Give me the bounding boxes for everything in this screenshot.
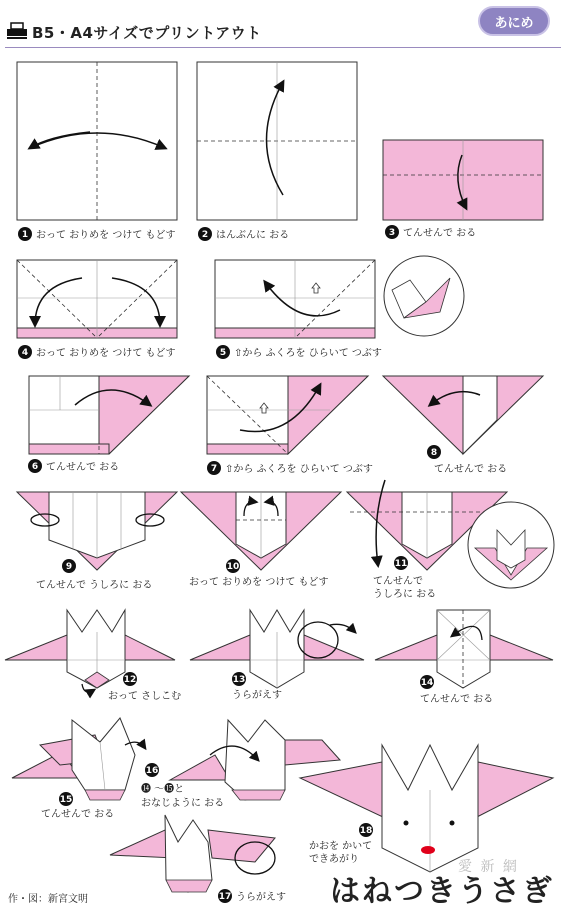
step-6-label [28,459,119,473]
svg-text:7: 7 [210,464,218,474]
step-7-label [207,461,373,475]
brand-badge[interactable]: あにめ [478,6,550,36]
step-5-label [216,345,382,359]
step-11-figure [347,480,554,588]
svg-text:てんせんで おる: てんせんで おる [403,228,477,239]
svg-text:おって おりめを つけて もどす: おって おりめを つけて もどす [36,348,176,359]
svg-text:⇧から ふくろを ひらいて つぶす: ⇧から ふくろを ひらいて つぶす [234,348,382,359]
svg-text:13: 13 [232,675,246,685]
svg-text:4: 4 [21,348,29,358]
svg-text:9: 9 [65,562,73,572]
svg-text:てんせんで: てんせんで [373,576,423,587]
step-10-figure [181,492,341,570]
step-6-figure [29,376,189,454]
svg-text:はんぶんに おる: はんぶんに おる [216,230,290,241]
step-16-figure [170,720,340,800]
step-2-figure [197,62,357,220]
step-3-figure [383,140,543,220]
svg-text:おなじように おる: おなじように おる [141,798,225,809]
svg-text:11: 11 [394,559,408,569]
credit-text: 作・図：新宮文明 [8,894,88,905]
svg-text:できあがり: できあがり [309,854,359,865]
step-4-label [18,345,176,359]
step-5-figure [215,256,464,338]
step-12-figure [5,610,175,692]
watermark: 愛 新 網 [458,859,519,875]
svg-text:てんせんで おる: てんせんで おる [41,809,115,820]
svg-text:12: 12 [123,675,137,685]
svg-text:うらがえす: うらがえす [232,690,282,701]
step-1-label [18,227,176,241]
svg-text:うしろに おる: うしろに おる [373,589,437,600]
step-7-figure [207,376,368,454]
svg-text:かおを かいて: かおを かいて [309,841,373,852]
final-title: はねつきうさぎ [330,874,554,909]
svg-text:14: 14 [420,678,434,688]
step-18-label [309,823,373,865]
step-4-figure [17,260,177,338]
svg-text:おって さしこむ: おって さしこむ [108,691,182,702]
svg-text:10: 10 [226,562,240,572]
step-9-figure [17,492,177,570]
svg-text:てんせんで おる: てんせんで おる [420,694,494,705]
step-2-label [198,227,289,241]
svg-text:2: 2 [201,230,209,240]
step-18-figure [300,745,553,872]
svg-text:16: 16 [145,766,159,776]
svg-text:おって おりめを つけて もどす: おって おりめを つけて もどす [189,577,329,588]
step-12-label [108,672,181,702]
step-13-figure [190,610,364,688]
svg-text:3: 3 [388,228,396,238]
step-8-figure [383,376,543,454]
step-17-figure [110,815,275,892]
svg-text:てんせんで おる: てんせんで おる [434,464,508,475]
step-1-figure [17,62,177,220]
svg-text:てんせんで おる: てんせんで おる [46,462,120,473]
step-15-figure [12,718,145,800]
svg-text:8: 8 [430,448,438,458]
svg-text:うらがえす: うらがえす [236,892,286,903]
svg-text:15: 15 [59,795,73,805]
svg-text:⓮ 〜⓯と: ⓮ 〜⓯と [141,784,185,795]
svg-text:1: 1 [21,230,29,240]
svg-text:6: 6 [31,462,39,472]
page-title: B5・A4サイズでプリントアウト [32,24,262,42]
svg-text:5: 5 [219,348,227,358]
step-3-label [385,225,476,239]
step-17-label [218,889,286,903]
svg-text:18: 18 [359,826,373,836]
svg-text:17: 17 [218,892,232,902]
svg-text:⇧から ふくろを ひらいて つぶす: ⇧から ふくろを ひらいて つぶす [225,464,373,475]
svg-text:てんせんで うしろに おる: てんせんで うしろに おる [36,580,153,591]
svg-text:おって おりめを つけて もどす: おって おりめを つけて もどす [36,230,176,241]
step-14-figure [375,610,553,688]
